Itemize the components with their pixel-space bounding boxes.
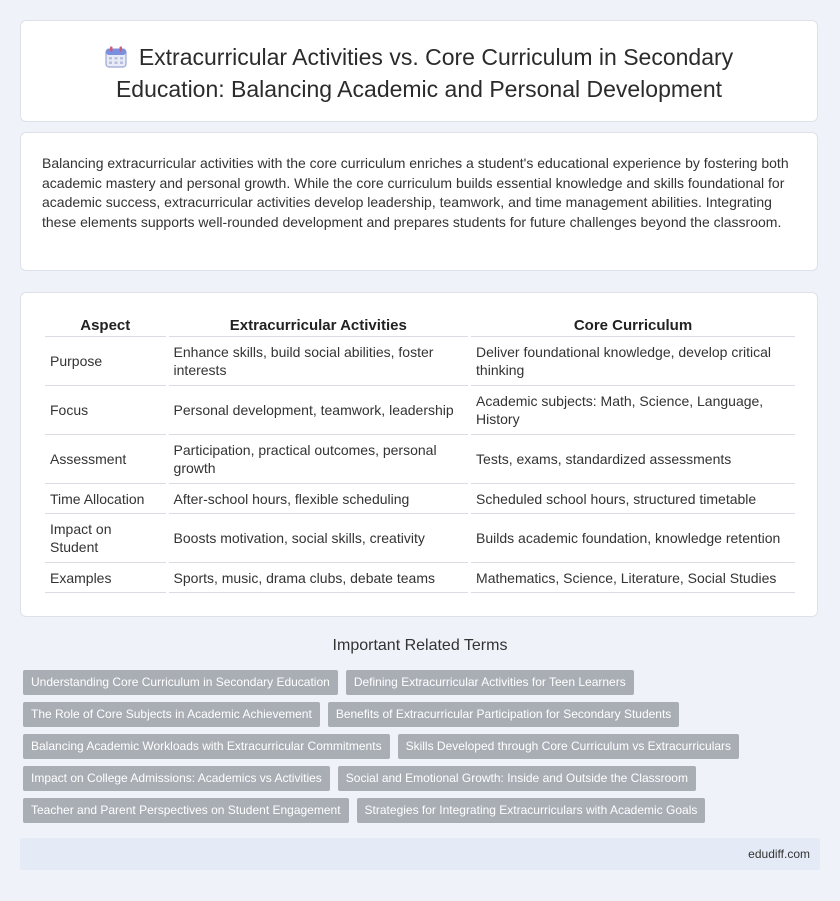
- table-header-row: [45, 313, 795, 337]
- related-term-tag[interactable]: Strategies for Integrating Extracurriculars with Academic Goals: [357, 798, 706, 823]
- cell-extracurricular: Boosts motivation, social skills, creativity: [169, 514, 469, 563]
- header-aspect: Aspect: [45, 313, 166, 337]
- footer-site-link[interactable]: edudiff.com: [748, 847, 810, 861]
- cell-core: Builds academic foundation, knowledge retention: [471, 514, 795, 563]
- cell-aspect: Impact on Student: [45, 514, 166, 563]
- related-term-tag[interactable]: Benefits of Extracurricular Participation for Secondary Students: [328, 702, 680, 727]
- page-title-text: Extracurricular Activities vs. Core Curriculum in Secondary Education: Balancing Academic and Personal Development: [115, 44, 734, 102]
- comparison-table: [42, 313, 798, 593]
- cell-aspect: Purpose: [45, 337, 166, 386]
- related-term-tag[interactable]: Balancing Academic Workloads with Extracurricular Commitments: [23, 734, 390, 759]
- cell-extracurricular: Enhance skills, build social abilities, foster interests: [169, 337, 469, 386]
- page-title: [51, 43, 787, 104]
- table-row: [45, 484, 795, 514]
- header-core: Core Curriculum: [471, 313, 795, 337]
- cell-extracurricular: After-school hours, flexible scheduling: [169, 484, 469, 514]
- footer-bar: [20, 838, 820, 870]
- intro-paragraph: Balancing extracurricular activities with the core curriculum enriches a student's educational experience by fostering both academic mastery and personal growth. While the core curriculum builds essential knowledge and skills foundational for academic success, extracurricular activities develop leadership, teamwork, and time management abilities. Integrating these elements supports well-rounded development and prepares students for future challenges beyond the classroom.: [42, 155, 789, 230]
- related-term-tag[interactable]: Skills Developed through Core Curriculum vs Extracurriculars: [398, 734, 739, 759]
- related-term-tag[interactable]: Social and Emotional Growth: Inside and Outside the Classroom: [338, 766, 696, 791]
- table-row: [45, 514, 795, 563]
- cell-extracurricular: Sports, music, drama clubs, debate teams: [169, 563, 469, 593]
- related-term-tag[interactable]: Defining Extracurricular Activities for Teen Learners: [346, 670, 634, 695]
- comparison-card: [20, 292, 818, 617]
- cell-core: Academic subjects: Math, Science, Language, History: [471, 386, 795, 435]
- cell-aspect: Time Allocation: [45, 484, 166, 514]
- intro-card: [20, 132, 818, 271]
- related-term-tag[interactable]: Understanding Core Curriculum in Secondary Education: [23, 670, 338, 695]
- related-term-tag[interactable]: The Role of Core Subjects in Academic Achievement: [23, 702, 320, 727]
- related-term-tag[interactable]: Teacher and Parent Perspectives on Student Engagement: [23, 798, 349, 823]
- related-term-tag[interactable]: Impact on College Admissions: Academics vs Activities: [23, 766, 330, 791]
- cell-core: Tests, exams, standardized assessments: [471, 435, 795, 484]
- table-row: [45, 435, 795, 484]
- cell-extracurricular: Personal development, teamwork, leadership: [169, 386, 469, 435]
- related-terms-title: Important Related Terms: [332, 637, 508, 654]
- table-row: [45, 563, 795, 593]
- calendar-icon: [105, 46, 127, 75]
- header-card: [20, 20, 818, 122]
- cell-extracurricular: Participation, practical outcomes, personal growth: [169, 435, 469, 484]
- cell-aspect: Focus: [45, 386, 166, 435]
- cell-core: Scheduled school hours, structured timetable: [471, 484, 795, 514]
- related-terms-list: [23, 670, 813, 823]
- header-extracurricular: Extracurricular Activities: [169, 313, 469, 337]
- cell-core: Mathematics, Science, Literature, Social Studies: [471, 563, 795, 593]
- cell-core: Deliver foundational knowledge, develop critical thinking: [471, 337, 795, 386]
- table-row: [45, 337, 795, 386]
- cell-aspect: Assessment: [45, 435, 166, 484]
- cell-aspect: Examples: [45, 563, 166, 593]
- table-row: [45, 386, 795, 435]
